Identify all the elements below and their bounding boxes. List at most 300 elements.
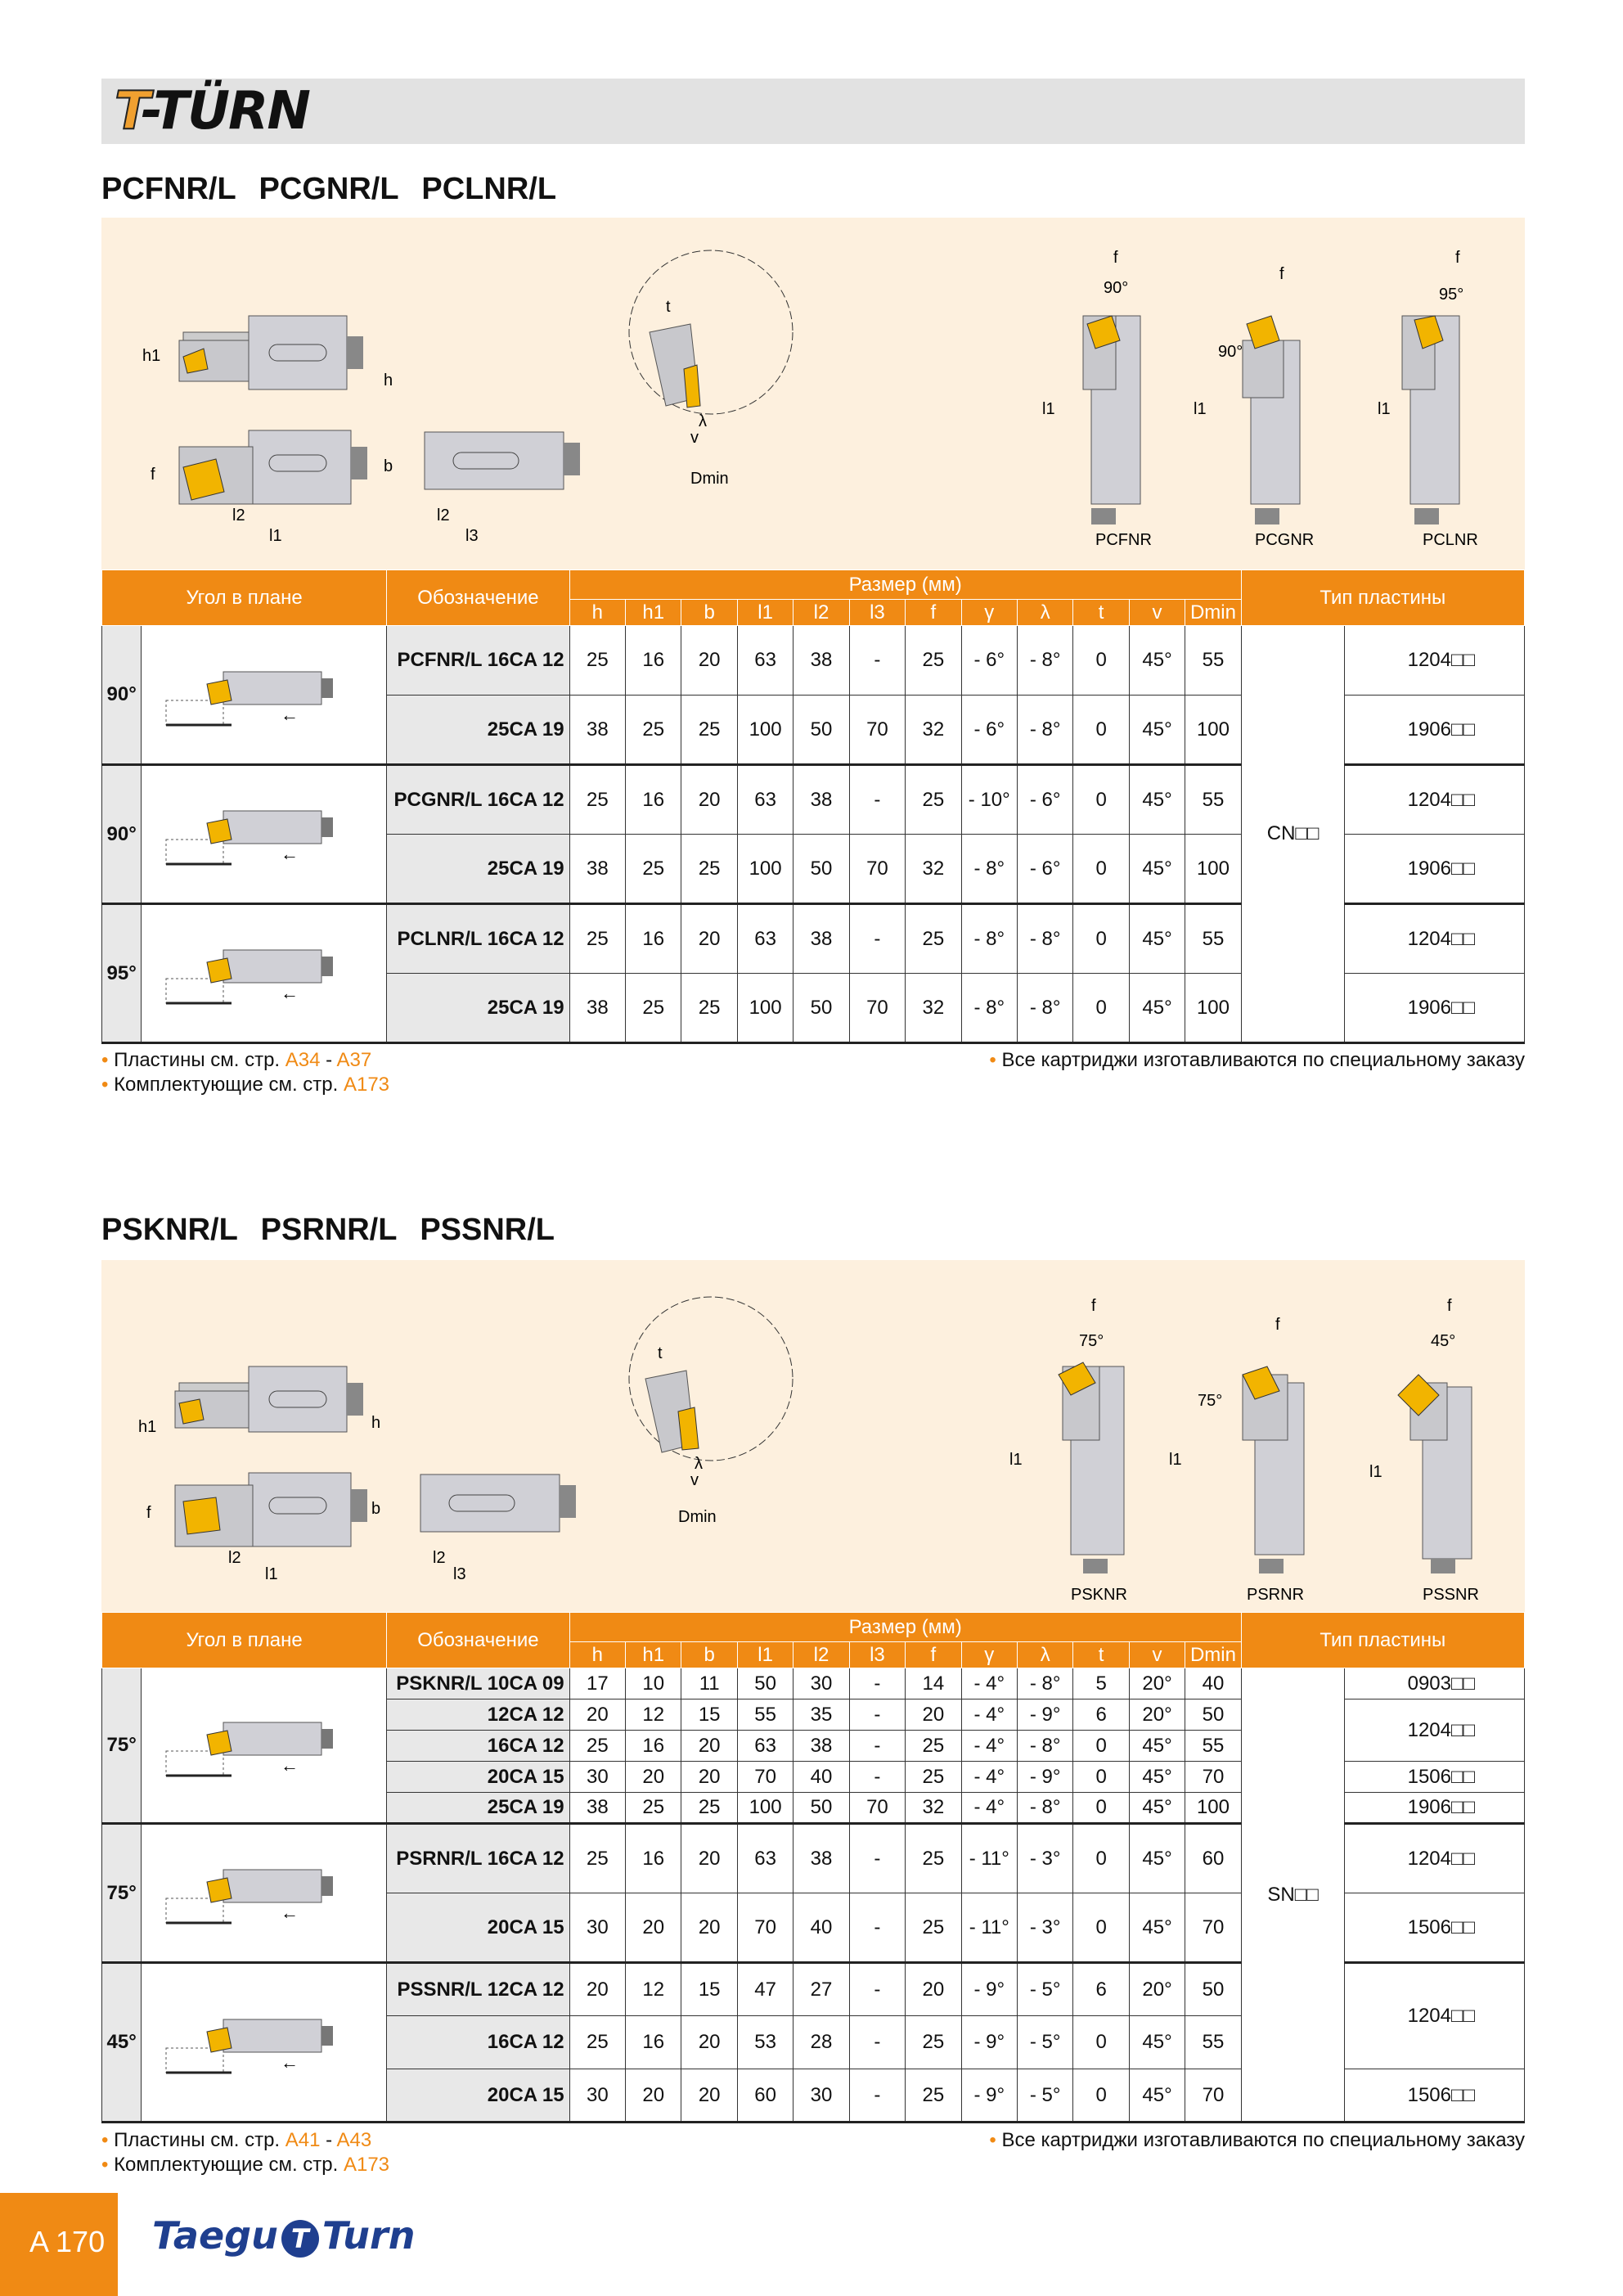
- col-header: t: [1073, 600, 1129, 626]
- col-header: l1: [737, 600, 793, 626]
- dimension-value: 16: [626, 2016, 681, 2069]
- dimension-value: 0: [1073, 696, 1129, 765]
- dimension-value: 15: [681, 1699, 737, 1731]
- dimension-value: 50: [794, 974, 849, 1043]
- dimension-value: 55: [737, 1699, 793, 1731]
- svg-text:←: ←: [280, 1754, 299, 1776]
- dimension-value: -: [849, 2069, 905, 2123]
- dimension-value: 25: [906, 1893, 961, 1963]
- dimension-value: 20°: [1129, 1963, 1185, 2016]
- svg-text:λ: λ: [695, 1455, 703, 1473]
- dimension-value: 45°: [1129, 1824, 1185, 1893]
- dimension-value: 50: [794, 696, 849, 765]
- dimension-value: -: [849, 1668, 905, 1699]
- dimension-value: 45°: [1129, 1731, 1185, 1762]
- dimension-value: 100: [737, 1793, 793, 1824]
- note-inserts: • Пластины см. стр. A41 - A43: [101, 2129, 372, 2151]
- insert-code: 1906□□: [1345, 1793, 1525, 1824]
- dimension-value: - 6°: [961, 626, 1017, 696]
- dimension-value: 47: [737, 1963, 793, 2016]
- note-parts: • Комплектующие см. стр. A173: [101, 1074, 390, 1096]
- page-link[interactable]: A41: [285, 2129, 321, 2151]
- designation: PSRNR/L 16CA 12: [387, 1824, 569, 1893]
- dimension-value: 20: [681, 626, 737, 696]
- header-bar: [101, 79, 1525, 144]
- dimension-value: - 3°: [1017, 1893, 1072, 1963]
- dimension-value: 32: [906, 1793, 961, 1824]
- svg-text:l1: l1: [1009, 1451, 1023, 1469]
- col-header: l2: [794, 600, 849, 626]
- insert-code: 1204□□: [1345, 765, 1525, 835]
- dimension-value: 38: [794, 765, 849, 835]
- svg-text:PSRNR: PSRNR: [1247, 1586, 1305, 1604]
- dimension-value: 20: [681, 765, 737, 835]
- dimension-value: 25: [681, 974, 737, 1043]
- svg-text:l2: l2: [437, 506, 450, 524]
- dimension-value: - 5°: [1017, 2069, 1072, 2123]
- dimension-value: - 8°: [1017, 696, 1072, 765]
- dimension-value: 17: [569, 1668, 625, 1699]
- svg-text:t: t: [658, 1344, 663, 1362]
- dimension-value: 45°: [1129, 1793, 1185, 1824]
- holder-top-view: [146, 1473, 380, 1583]
- dimension-value: - 8°: [1017, 904, 1072, 974]
- dimension-value: - 8°: [1017, 974, 1072, 1043]
- dimension-value: 25: [569, 2016, 625, 2069]
- svg-text:v: v: [690, 429, 699, 447]
- header-designation: Обозначение: [387, 1613, 569, 1668]
- dimension-value: 100: [737, 696, 793, 765]
- dimension-value: 53: [737, 2016, 793, 2069]
- svg-text:l2: l2: [232, 506, 245, 524]
- dimension-value: 30: [794, 2069, 849, 2123]
- variant-psknr: [1009, 1297, 1127, 1604]
- dimension-value: - 8°: [1017, 1731, 1072, 1762]
- dimension-value: - 10°: [961, 765, 1017, 835]
- approach-angle: 90°: [102, 765, 142, 904]
- dimension-value: 25: [906, 2016, 961, 2069]
- variant-pcgnr: [1194, 265, 1314, 549]
- dimension-value: 20: [569, 1963, 625, 2016]
- dimension-value: 32: [906, 696, 961, 765]
- dimension-value: - 11°: [961, 1893, 1017, 1963]
- dimension-value: 25: [681, 1793, 737, 1824]
- page-link[interactable]: A43: [336, 2129, 372, 2151]
- dimension-value: 38: [569, 974, 625, 1043]
- dimension-value: 38: [794, 626, 849, 696]
- dimension-value: 45°: [1129, 835, 1185, 904]
- dimension-value: 0: [1073, 2069, 1129, 2123]
- svg-text:h: h: [371, 1414, 381, 1432]
- svg-text:PCLNR: PCLNR: [1423, 531, 1478, 549]
- page-link[interactable]: A37: [336, 1049, 372, 1071]
- svg-text:f: f: [1447, 1297, 1452, 1315]
- dimension-value: -: [849, 904, 905, 974]
- svg-text:t: t: [666, 298, 671, 316]
- operation-diagram: [142, 626, 387, 765]
- dimension-value: 20: [681, 1893, 737, 1963]
- dimension-value: 25: [626, 696, 681, 765]
- svg-text:←: ←: [280, 704, 299, 725]
- dimension-value: 70: [1185, 2069, 1241, 2123]
- tool-diagram-panel: [101, 218, 1525, 569]
- dimension-value: 20: [906, 1699, 961, 1731]
- dimension-value: 28: [794, 2016, 849, 2069]
- designation: PCLNR/L 16CA 12: [387, 904, 569, 974]
- holder-side-view: [138, 1366, 380, 1436]
- dimension-value: 20: [626, 1762, 681, 1793]
- operation-diagram: [142, 1668, 387, 1824]
- col-header: b: [681, 1642, 737, 1668]
- header-size: Размер (мм): [569, 570, 1241, 600]
- dimension-value: 45°: [1129, 626, 1185, 696]
- dimension-value: 25: [569, 1731, 625, 1762]
- svg-text:←: ←: [280, 844, 299, 864]
- dimension-value: 20: [681, 2069, 737, 2123]
- dimension-value: - 4°: [961, 1793, 1017, 1824]
- dimension-value: 0: [1073, 765, 1129, 835]
- dimension-value: 50: [794, 1793, 849, 1824]
- dimension-value: - 9°: [961, 2069, 1017, 2123]
- operation-diagram: [142, 1963, 387, 2123]
- dimension-value: 11: [681, 1668, 737, 1699]
- dimension-value: -: [849, 765, 905, 835]
- designation: PSSNR/L 12CA 12: [387, 1963, 569, 2016]
- dimension-value: 70: [849, 974, 905, 1043]
- dimension-value: 32: [906, 974, 961, 1043]
- svg-text:b: b: [384, 457, 393, 475]
- dimension-value: 30: [569, 1893, 625, 1963]
- svg-text:PCGNR: PCGNR: [1255, 531, 1315, 549]
- col-header: v: [1129, 1642, 1185, 1668]
- dimension-value: - 8°: [1017, 1668, 1072, 1699]
- dimension-value: 45°: [1129, 765, 1185, 835]
- dimension-value: 16: [626, 904, 681, 974]
- boring-view: [629, 250, 793, 488]
- note-order: • Все картриджи изготавливаются по специальному заказу: [989, 2129, 1525, 2151]
- svg-text:45°: 45°: [1431, 1332, 1456, 1350]
- insert-code: 1506□□: [1345, 2069, 1525, 2123]
- tool-diagram: [101, 218, 1525, 569]
- dimension-value: 6: [1073, 1963, 1129, 2016]
- dimension-value: - 9°: [961, 1963, 1017, 2016]
- svg-text:PSSNR: PSSNR: [1423, 1586, 1479, 1604]
- dimension-value: - 4°: [961, 1762, 1017, 1793]
- svg-text:l1: l1: [1194, 400, 1207, 418]
- page-link[interactable]: A34: [285, 1049, 321, 1071]
- designation: 25CA 19: [387, 974, 569, 1043]
- col-header: l1: [737, 1642, 793, 1668]
- dimension-value: 0: [1073, 1762, 1129, 1793]
- operation-diagram: [142, 904, 387, 1043]
- dimension-value: 50: [737, 1668, 793, 1699]
- insert-code: 1204□□: [1345, 1824, 1525, 1893]
- dimension-value: 100: [1185, 835, 1241, 904]
- dimension-value: - 3°: [1017, 1824, 1072, 1893]
- col-header: l3: [849, 1642, 905, 1668]
- dimension-value: 12: [626, 1963, 681, 2016]
- dimension-value: - 9°: [1017, 1762, 1072, 1793]
- dimension-value: 70: [849, 835, 905, 904]
- dimension-value: 25: [569, 904, 625, 974]
- dimension-value: 25: [681, 696, 737, 765]
- variant-pclnr: [1378, 249, 1478, 549]
- dimension-value: 30: [569, 2069, 625, 2123]
- dimension-value: 25: [906, 765, 961, 835]
- dimension-value: 100: [737, 835, 793, 904]
- svg-text:f: f: [1091, 1297, 1096, 1315]
- insert-code: 1906□□: [1345, 835, 1525, 904]
- dimension-value: 35: [794, 1699, 849, 1731]
- dimension-value: 100: [1185, 696, 1241, 765]
- dimension-value: 20: [681, 2016, 737, 2069]
- dimension-value: - 8°: [961, 835, 1017, 904]
- dimension-value: 20: [681, 1731, 737, 1762]
- svg-text:h: h: [384, 371, 393, 389]
- cartridge-view: [420, 1474, 576, 1583]
- dimension-value: - 9°: [961, 2016, 1017, 2069]
- spec-table: [101, 1612, 1525, 2123]
- dimension-value: 45°: [1129, 2069, 1185, 2123]
- col-header: t: [1073, 1642, 1129, 1668]
- svg-text:90°: 90°: [1104, 279, 1129, 297]
- dimension-value: 0: [1073, 1824, 1129, 1893]
- svg-text:f: f: [1279, 265, 1284, 283]
- svg-text:75°: 75°: [1079, 1332, 1104, 1350]
- col-header: l2: [794, 1642, 849, 1668]
- dimension-value: 25: [906, 1762, 961, 1793]
- operation-diagram: [142, 765, 387, 904]
- dimension-value: 16: [626, 1731, 681, 1762]
- header-angle: Угол в плане: [102, 1613, 387, 1668]
- dimension-value: 20: [626, 1893, 681, 1963]
- dimension-value: 50: [794, 835, 849, 904]
- dimension-value: 10: [626, 1668, 681, 1699]
- insert-series: SN□□: [1241, 1668, 1345, 2123]
- svg-text:90°: 90°: [1218, 343, 1243, 361]
- svg-text:f: f: [151, 466, 155, 484]
- brand-logo: T-TÜRN: [115, 81, 309, 142]
- dimension-value: 20: [626, 2069, 681, 2123]
- col-header: λ: [1017, 1642, 1072, 1668]
- dimension-value: 70: [737, 1762, 793, 1793]
- dim-h1: h1: [142, 347, 161, 365]
- dimension-value: 38: [569, 835, 625, 904]
- dimension-value: 30: [794, 1668, 849, 1699]
- dimension-value: 25: [906, 1731, 961, 1762]
- dimension-value: -: [849, 1699, 905, 1731]
- dimension-value: 0: [1073, 1893, 1129, 1963]
- dimension-value: 60: [1185, 1824, 1241, 1893]
- boring-view: [629, 1297, 793, 1526]
- header-insert: Тип пластины: [1241, 1613, 1524, 1668]
- designation: PCGNR/L 16CA 12: [387, 765, 569, 835]
- insert-code: 1506□□: [1345, 1762, 1525, 1793]
- dimension-value: -: [849, 626, 905, 696]
- dimension-value: 50: [1185, 1699, 1241, 1731]
- dimension-value: 20: [681, 1762, 737, 1793]
- dimension-value: 63: [737, 1731, 793, 1762]
- dimension-value: 100: [1185, 974, 1241, 1043]
- dimension-value: 50: [1185, 1963, 1241, 2016]
- header-designation: Обозначение: [387, 570, 569, 626]
- dimension-value: 25: [681, 835, 737, 904]
- svg-text:PCFNR: PCFNR: [1095, 531, 1152, 549]
- svg-text:←: ←: [280, 983, 299, 1003]
- approach-angle: 45°: [102, 1963, 142, 2123]
- svg-text:λ: λ: [699, 412, 707, 430]
- dimension-value: 40: [794, 1762, 849, 1793]
- approach-angle: 95°: [102, 904, 142, 1043]
- holder-side-view: [142, 316, 393, 389]
- dimension-value: 38: [569, 696, 625, 765]
- page-link[interactable]: A173: [343, 1074, 390, 1096]
- svg-text:Dmin: Dmin: [690, 470, 729, 488]
- insert-code: 1204□□: [1345, 1699, 1525, 1762]
- svg-text:l1: l1: [1169, 1451, 1182, 1469]
- dimension-value: 25: [906, 1824, 961, 1893]
- svg-text:PSKNR: PSKNR: [1071, 1586, 1127, 1604]
- dimension-value: - 6°: [1017, 765, 1072, 835]
- dimension-value: 25: [626, 835, 681, 904]
- svg-text:l1: l1: [1369, 1463, 1382, 1481]
- dimension-value: 20: [569, 1699, 625, 1731]
- dimension-value: 20: [681, 1824, 737, 1893]
- dimension-value: 70: [1185, 1762, 1241, 1793]
- svg-text:h1: h1: [138, 1418, 157, 1436]
- dimension-value: 0: [1073, 835, 1129, 904]
- svg-text:95°: 95°: [1439, 286, 1464, 304]
- dimension-value: 45°: [1129, 1762, 1185, 1793]
- svg-text:f: f: [1275, 1316, 1280, 1334]
- svg-text:l1: l1: [1378, 400, 1391, 418]
- col-header: λ: [1017, 600, 1072, 626]
- dimension-value: 20°: [1129, 1668, 1185, 1699]
- dimension-value: 70: [737, 1893, 793, 1963]
- col-header: h: [569, 600, 625, 626]
- insert-code: 0903□□: [1345, 1668, 1525, 1699]
- dimension-value: - 8°: [1017, 1793, 1072, 1824]
- svg-text:f: f: [1455, 249, 1460, 267]
- tool-diagram: [101, 1260, 1525, 1612]
- approach-angle: 75°: [102, 1668, 142, 1824]
- page-number: A 170: [0, 2193, 118, 2296]
- dimension-value: 45°: [1129, 904, 1185, 974]
- dimension-value: - 8°: [961, 904, 1017, 974]
- col-header: h1: [626, 1642, 681, 1668]
- col-header: v: [1129, 600, 1185, 626]
- section-title: PSKNR/L PSRNR/L PSSNR/L: [101, 1213, 555, 1247]
- svg-text:l2: l2: [433, 1549, 446, 1567]
- dimension-value: 25: [906, 626, 961, 696]
- dimension-value: 38: [794, 1731, 849, 1762]
- dimension-value: -: [849, 1963, 905, 2016]
- designation: 16CA 12: [387, 2016, 569, 2069]
- col-header: h: [569, 1642, 625, 1668]
- insert-code: 1204□□: [1345, 904, 1525, 974]
- svg-text:l1: l1: [1042, 400, 1055, 418]
- dimension-value: 40: [794, 1893, 849, 1963]
- dimension-value: - 9°: [1017, 1699, 1072, 1731]
- variant-pcfnr: [1042, 249, 1152, 549]
- dimension-value: - 8°: [1017, 626, 1072, 696]
- svg-text:l3: l3: [465, 527, 479, 545]
- dimension-value: - 6°: [961, 696, 1017, 765]
- dimension-value: 38: [794, 904, 849, 974]
- dimension-value: 0: [1073, 1731, 1129, 1762]
- dimension-value: - 5°: [1017, 2016, 1072, 2069]
- table-row: [102, 626, 1525, 696]
- dimension-value: - 11°: [961, 1824, 1017, 1893]
- dimension-value: 25: [569, 1824, 625, 1893]
- dimension-value: 0: [1073, 2016, 1129, 2069]
- dimension-value: -: [849, 1893, 905, 1963]
- dimension-value: 45°: [1129, 1893, 1185, 1963]
- dimension-value: 27: [794, 1963, 849, 2016]
- header-size: Размер (мм): [569, 1613, 1241, 1642]
- insert-code: 1906□□: [1345, 974, 1525, 1043]
- dimension-value: 12: [626, 1699, 681, 1731]
- dimension-value: 25: [626, 1793, 681, 1824]
- dimension-value: 6: [1073, 1699, 1129, 1731]
- dimension-value: 0: [1073, 1793, 1129, 1824]
- dimension-value: 55: [1185, 904, 1241, 974]
- svg-text:l2: l2: [228, 1549, 241, 1567]
- col-header: γ: [961, 600, 1017, 626]
- designation: 20CA 15: [387, 1762, 569, 1793]
- dimension-value: 0: [1073, 974, 1129, 1043]
- dimension-value: 38: [794, 1824, 849, 1893]
- dimension-value: 15: [681, 1963, 737, 2016]
- dimension-value: 16: [626, 765, 681, 835]
- dimension-value: 70: [1185, 1893, 1241, 1963]
- dimension-value: 0: [1073, 626, 1129, 696]
- svg-text:l1: l1: [265, 1565, 278, 1583]
- insert-code: 1204□□: [1345, 1963, 1525, 2069]
- page-link[interactable]: A173: [343, 2154, 390, 2176]
- section-title: PCFNR/L PCGNR/L PCLNR/L: [101, 172, 557, 206]
- table-row: [102, 1668, 1525, 1699]
- dimension-value: 25: [626, 974, 681, 1043]
- designation: 12CA 12: [387, 1699, 569, 1731]
- col-header: γ: [961, 1642, 1017, 1668]
- header-insert: Тип пластины: [1241, 570, 1524, 626]
- note-inserts: • Пластины см. стр. A34 - A37: [101, 1049, 372, 1071]
- company-logo: Taegu T Turn: [152, 2213, 416, 2258]
- spec-table: [101, 569, 1525, 1044]
- col-header: f: [906, 600, 961, 626]
- insert-code: 1506□□: [1345, 1893, 1525, 1963]
- dimension-value: 60: [737, 2069, 793, 2123]
- designation: 25CA 19: [387, 1793, 569, 1824]
- dimension-value: - 5°: [1017, 1963, 1072, 2016]
- svg-text:l1: l1: [269, 527, 282, 545]
- note-parts: • Комплектующие см. стр. A173: [101, 2154, 390, 2176]
- dimension-value: 14: [906, 1668, 961, 1699]
- operation-diagram: [142, 1824, 387, 1963]
- dimension-value: 20: [681, 904, 737, 974]
- col-header: h1: [626, 600, 681, 626]
- holder-top-view: [151, 430, 393, 545]
- dimension-value: 55: [1185, 626, 1241, 696]
- dimension-value: 55: [1185, 765, 1241, 835]
- insert-series: CN□□: [1241, 626, 1345, 1043]
- dimension-value: 55: [1185, 1731, 1241, 1762]
- svg-text:l3: l3: [453, 1565, 466, 1583]
- dimension-value: 38: [569, 1793, 625, 1824]
- designation: 16CA 12: [387, 1731, 569, 1762]
- col-header: Dmin: [1185, 1642, 1241, 1668]
